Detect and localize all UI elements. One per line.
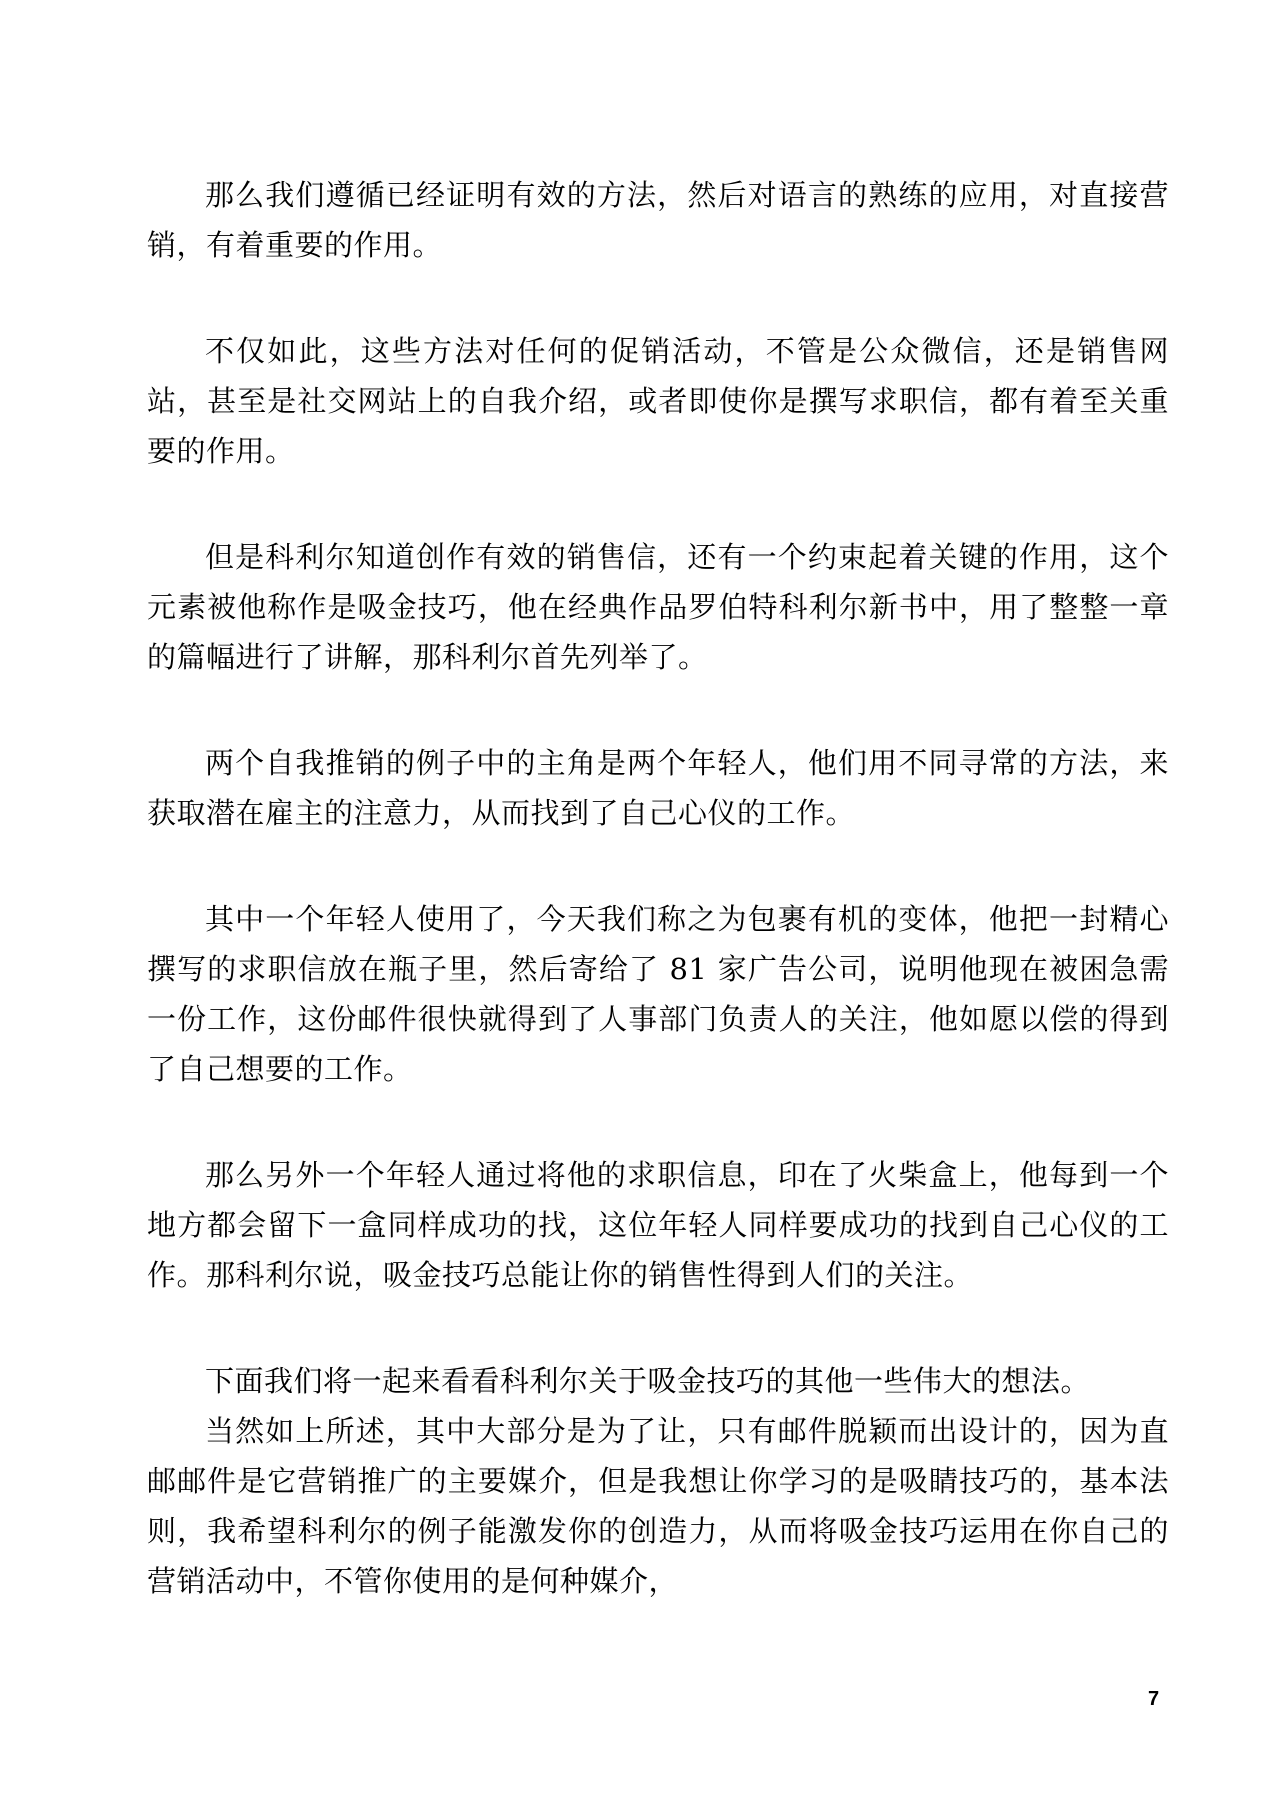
document-body bbox=[147, 170, 1169, 1606]
paragraph-2: 不仅如此，这些方法对任何的促销活动，不管是公众微信，还是销售网站，甚至是社交网站上的自我介绍，或者即使你是撰写求职信，都有着至关重要的作用。 bbox=[147, 334, 1169, 468]
page-number: 7 bbox=[1148, 1688, 1160, 1710]
paragraph-5: 其中一个年轻人使用了，今天我们称之为包裹有机的变体，他把一封精心撰写的求职信放在瓶子里，然后寄给了 81 家广告公司，说明他现在被困急需一份工作，这份邮件很快就得到了人事部门负责人的关注，他如愿以偿的得到了自己想要的工作。 bbox=[147, 902, 1169, 1086]
paragraph-3: 但是科利尔知道创作有效的销售信，还有一个约束起着关键的作用，这个元素被他称作是吸金技巧，他在经典作品罗伯特科利尔新书中，用了整整一章的篇幅进行了讲解，那科利尔首先列举了。 bbox=[147, 540, 1169, 674]
paragraph-1: 那么我们遵循已经证明有效的方法，然后对语言的熟练的应用，对直接营销，有着重要的作用。 bbox=[147, 178, 1169, 262]
paragraph-7: 下面我们将一起来看看科利尔关于吸金技巧的其他一些伟大的想法。 bbox=[205, 1364, 1091, 1398]
paragraph-8: 当然如上所述，其中大部分是为了让，只有邮件脱颖而出设计的，因为直邮邮件是它营销推广的主要媒介，但是我想让你学习的是吸睛技巧的，基本法则，我希望科利尔的例子能激发你的创造力，从而将吸金技巧运用在你自己的营销活动中，不管你使用的是何种媒介， bbox=[147, 1414, 1169, 1598]
paragraph-6: 那么另外一个年轻人通过将他的求职信息，印在了火柴盒上，他每到一个地方都会留下一盒同样成功的找，这位年轻人同样要成功的找到自己心仪的工作。那科利尔说，吸金技巧总能让你的销售性得到人们的关注。 bbox=[147, 1158, 1169, 1292]
paragraph-4: 两个自我推销的例子中的主角是两个年轻人，他们用不同寻常的方法，来获取潜在雇主的注意力，从而找到了自己心仪的工作。 bbox=[147, 746, 1169, 830]
